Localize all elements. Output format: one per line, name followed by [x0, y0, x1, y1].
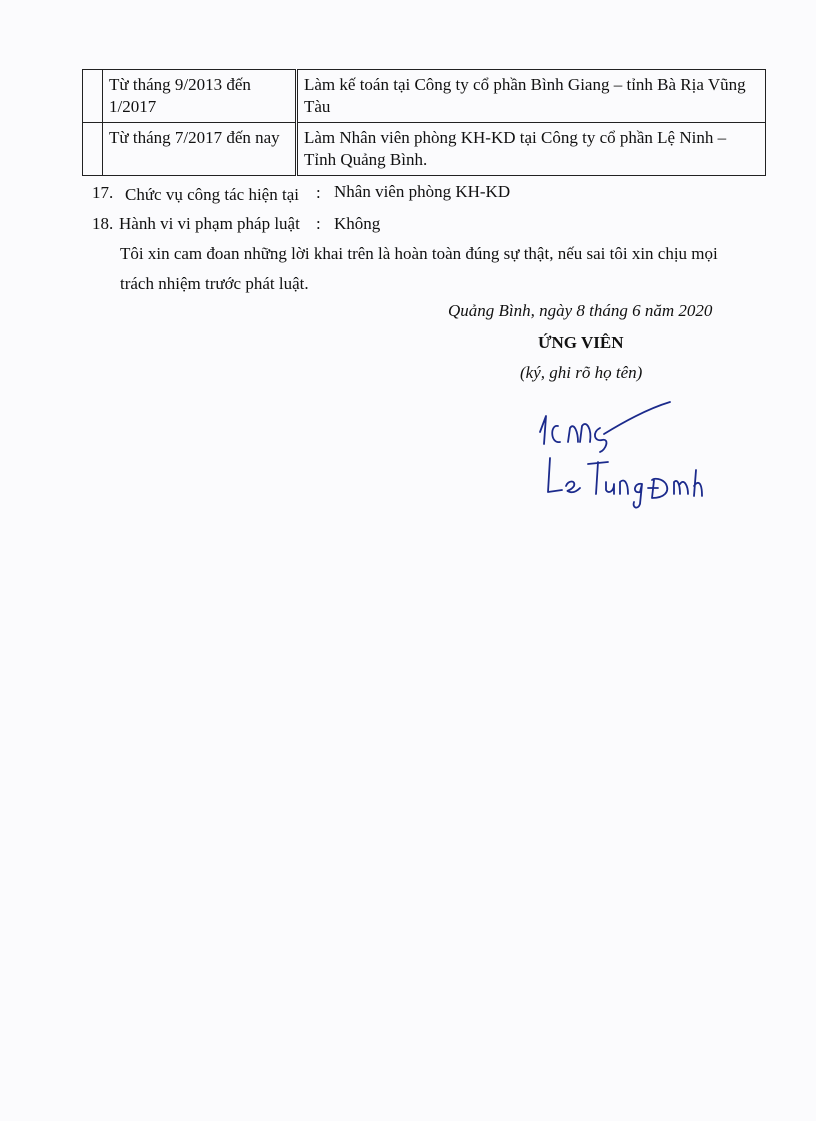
job-cell: Làm Nhân viên phòng KH-KD tại Công ty cổ phần Lệ Ninh – Tỉnh Quảng Bình.: [297, 123, 766, 176]
declaration-text: Tôi xin cam đoan những lời khai trên là hoàn toàn đúng sự thật, nếu sai tôi xin chịu mọi trách nhiệm trước phát luật.: [120, 244, 718, 293]
period-cell: Từ tháng 7/2017 đến nay: [103, 123, 297, 176]
place-date: Quảng Bình, ngày 8 tháng 6 năm 2020: [448, 301, 713, 320]
item-value: Nhân viên phòng KH-KD: [334, 182, 511, 201]
item-label: Hành vi vi phạm pháp luật: [119, 214, 300, 233]
item-number: 18.: [92, 214, 114, 233]
handwritten-signature: [530, 398, 710, 518]
item-separator: :: [316, 214, 321, 233]
item-separator: :: [316, 183, 321, 202]
signature-instruction: (ký, ghi rõ họ tên): [520, 363, 643, 382]
table-cell-blank: [83, 70, 103, 123]
table-row: [83, 123, 766, 176]
table-cell-blank: [83, 123, 103, 176]
candidate-role: ỨNG VIÊN: [538, 333, 624, 352]
job-cell: Làm kế toán tại Công ty cổ phần Bình Giang – tỉnh Bà Rịa Vũng Tàu: [297, 70, 766, 123]
item-label: Chức vụ công tác hiện tại: [125, 185, 299, 204]
item-value: Không: [334, 214, 381, 233]
item-number: 17.: [92, 183, 114, 202]
period-cell: Từ tháng 9/2013 đến 1/2017: [103, 70, 297, 123]
table-row: [83, 70, 766, 123]
work-history-table: [82, 69, 766, 176]
